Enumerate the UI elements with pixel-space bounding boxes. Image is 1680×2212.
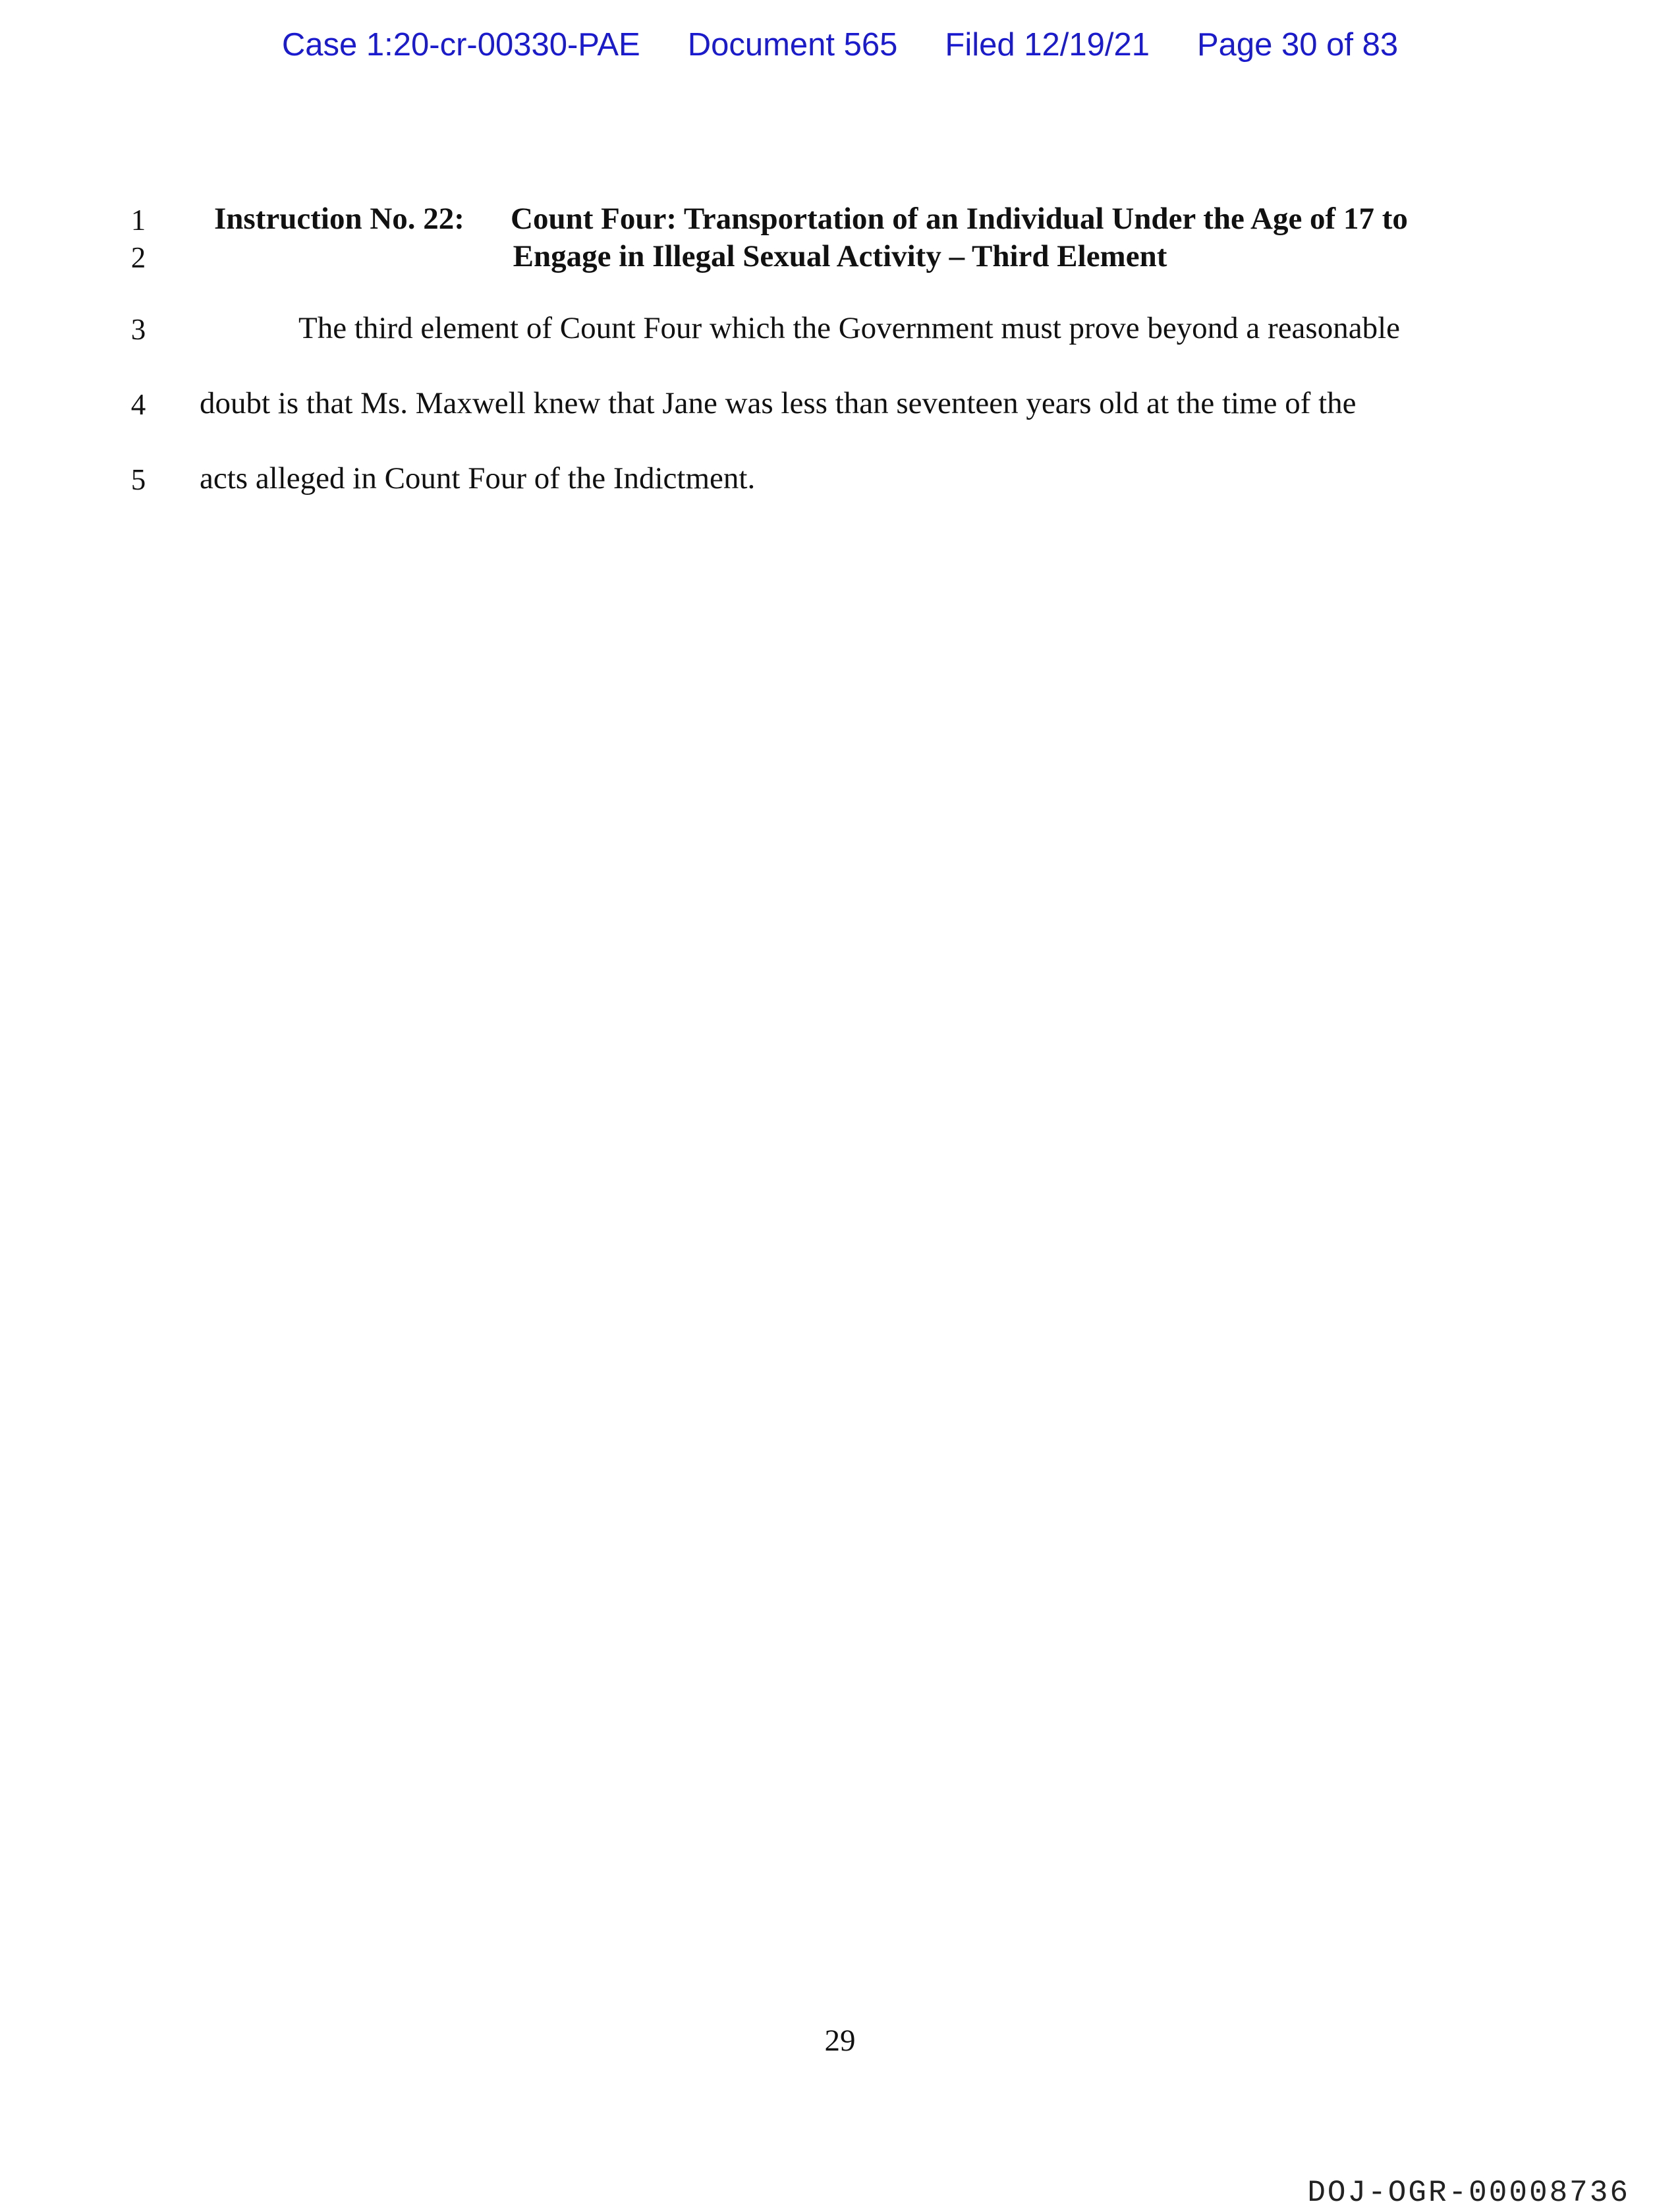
page-of-total: Page 30 of 83 <box>1196 27 1399 63</box>
instruction-title-line-1: Count Four: Transportation of an Individual Under the Age of 17 to <box>511 202 1408 236</box>
instruction-title-line-2: Engage in Illegal Sexual Activity – Third Element <box>513 239 1167 273</box>
body-line-5: acts alleged in Count Four of the Indictment. <box>200 461 756 496</box>
line-number-2: 2 <box>130 241 146 274</box>
line-number-5: 5 <box>130 463 146 496</box>
document-number: Document 565 <box>687 27 898 63</box>
instruction-label: Instruction No. 22: <box>214 202 464 236</box>
line-number-1: 1 <box>130 204 146 237</box>
bates-number: DOJ-OGR-00008736 <box>1307 2176 1630 2210</box>
page-number: 29 <box>824 2024 856 2058</box>
line-number-4: 4 <box>130 388 146 421</box>
body-line-4: doubt is that Ms. Maxwell knew that Jane was less than seventeen years old at the time of the <box>200 386 1357 420</box>
ecf-filing-header <box>0 29 1680 61</box>
filed-date: Filed 12/19/21 <box>945 27 1150 63</box>
case-number: Case 1:20-cr-00330-PAE <box>281 27 640 63</box>
body-line-3: The third element of Count Four which the Government must prove beyond a reasonable <box>298 311 1400 345</box>
line-number-3: 3 <box>130 313 146 346</box>
